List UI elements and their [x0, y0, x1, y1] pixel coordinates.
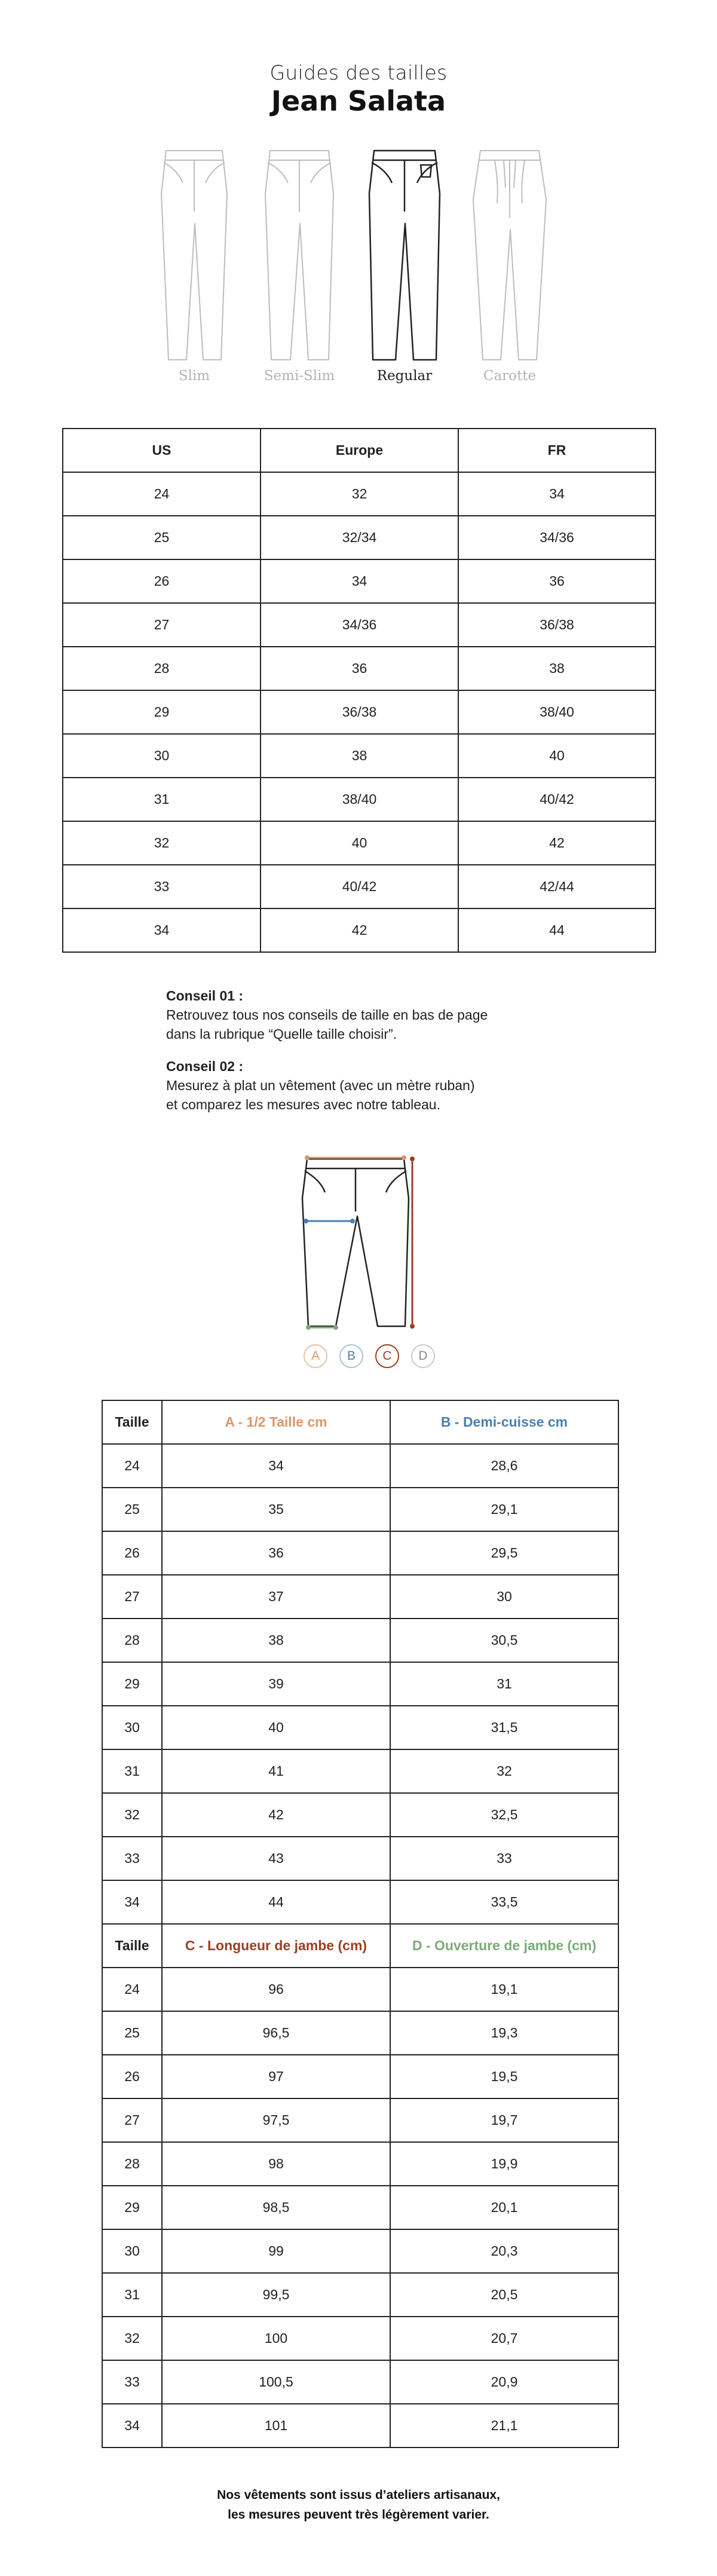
measure-d-badge: D	[411, 1344, 435, 1368]
cell-measure-a: 42	[162, 1793, 390, 1837]
table-row	[102, 2404, 618, 2447]
table-row	[63, 778, 655, 821]
cell-fr: 42/44	[458, 865, 655, 908]
cell-measure-c: 97	[162, 2055, 390, 2098]
table-row	[102, 1880, 618, 1924]
cell-taille: 32	[102, 2317, 162, 2360]
measure-a-badge: A	[304, 1344, 327, 1368]
table-row	[102, 1837, 618, 1880]
cell-measure-c: 99	[162, 2229, 390, 2273]
cell-measure-d: 19,1	[390, 1968, 618, 2011]
cell-taille: 28	[102, 2142, 162, 2186]
fit-option-regular[interactable]	[354, 146, 455, 384]
cell-measure-b: 33	[390, 1837, 618, 1880]
table-row	[102, 2055, 618, 2098]
table-row	[102, 1749, 618, 1793]
table-row	[102, 1619, 618, 1662]
cell-measure-d: 19,3	[390, 2011, 618, 2055]
table-row	[102, 1575, 618, 1619]
table-row	[102, 2186, 618, 2229]
cell-europe: 32	[261, 472, 458, 516]
measure-c-badge: C	[375, 1344, 399, 1368]
measurement-diagram	[287, 1145, 442, 1372]
cell-europe: 40/42	[261, 865, 458, 908]
cell-europe: 42	[261, 908, 458, 952]
fit-label-regular: Regular	[376, 368, 433, 384]
cell-us: 34	[63, 908, 261, 952]
column-header-europe: Europe	[261, 429, 458, 472]
cell-measure-d: 19,9	[390, 2142, 618, 2186]
cell-measure-b: 31,5	[390, 1706, 618, 1749]
cell-fr: 36/38	[458, 603, 655, 647]
cell-measure-d: 19,5	[390, 2055, 618, 2098]
carotte-jeans-icon	[471, 146, 549, 361]
cell-europe: 38	[261, 734, 458, 778]
cell-measure-d: 21,1	[390, 2404, 618, 2447]
cell-measure-a: 39	[162, 1662, 390, 1706]
table-row	[63, 690, 655, 734]
cell-taille: 33	[102, 2360, 162, 2404]
cell-measure-b: 29,1	[390, 1488, 618, 1531]
cell-us: 24	[63, 472, 261, 516]
column-header-fr: FR	[458, 429, 655, 472]
table-row	[102, 2142, 618, 2186]
cell-taille: 31	[102, 1749, 162, 1793]
fit-option-slim[interactable]	[143, 146, 245, 384]
cell-fr: 34/36	[458, 516, 655, 559]
cell-taille: 29	[102, 2186, 162, 2229]
cell-measure-a: 43	[162, 1837, 390, 1880]
regular-jeans-icon	[366, 146, 443, 361]
table-row	[102, 1488, 618, 1531]
table-row	[102, 1662, 618, 1706]
cell-measure-b: 31	[390, 1662, 618, 1706]
cell-us: 29	[63, 690, 261, 734]
measurement-jeans-icon	[287, 1145, 442, 1342]
size-conversion-table	[62, 428, 656, 953]
tip-2-line: Mesurez à plat un vêtement (avec un mètre ruban)	[166, 1078, 475, 1093]
cell-measure-d: 20,5	[390, 2273, 618, 2317]
table-row	[102, 1793, 618, 1837]
tip-2-title: Conseil 02 :	[166, 1058, 244, 1074]
cell-fr: 40	[458, 734, 655, 778]
column-header-taille: Taille	[102, 1400, 162, 1444]
column-header-us: US	[63, 429, 261, 472]
cell-europe: 32/34	[261, 516, 458, 559]
cell-measure-a: 41	[162, 1749, 390, 1793]
cell-taille: 29	[102, 1662, 162, 1706]
cell-measure-d: 20,3	[390, 2229, 618, 2273]
cell-measure-b: 29,5	[390, 1531, 618, 1575]
tip-1-line: dans la rubrique “Quelle taille choisir”.	[166, 1026, 397, 1042]
cell-taille: 27	[102, 1575, 162, 1619]
cell-measure-c: 99,5	[162, 2273, 390, 2317]
cell-fr: 36	[458, 559, 655, 603]
table-row	[102, 2317, 618, 2360]
table-row	[102, 1531, 618, 1575]
table-row	[63, 472, 655, 516]
cell-measure-b: 32,5	[390, 1793, 618, 1837]
cell-fr: 34	[458, 472, 655, 516]
cell-measure-d: 20,9	[390, 2360, 618, 2404]
cell-taille: 26	[102, 2055, 162, 2098]
sizing-tips	[166, 986, 572, 1114]
cell-measure-c: 97,5	[162, 2098, 390, 2142]
product-name: Jean Salata	[271, 85, 446, 117]
cell-europe: 36/38	[261, 690, 458, 734]
fit-option-semi-slim[interactable]	[249, 146, 350, 384]
table-row	[63, 559, 655, 603]
cell-taille: 27	[102, 2098, 162, 2142]
cell-fr: 38	[458, 647, 655, 690]
cell-measure-c: 96	[162, 1968, 390, 2011]
footer-line: Nos vêtements sont issus d’ateliers artisanaux,	[217, 2488, 500, 2502]
cell-measure-a: 44	[162, 1880, 390, 1924]
cell-measure-b: 30,5	[390, 1619, 618, 1662]
cell-taille: 25	[102, 1488, 162, 1531]
table-header-row	[63, 429, 655, 472]
cell-measure-b: 28,6	[390, 1444, 618, 1488]
cell-europe: 36	[261, 647, 458, 690]
table-row	[63, 865, 655, 908]
cell-us: 27	[63, 603, 261, 647]
cell-europe: 34	[261, 559, 458, 603]
cell-taille: 31	[102, 2273, 162, 2317]
table-row	[63, 603, 655, 647]
cell-measure-d: 20,1	[390, 2186, 618, 2229]
cell-measure-a: 34	[162, 1444, 390, 1488]
column-header-taille: Taille	[102, 1924, 162, 1968]
cell-us: 31	[63, 778, 261, 821]
cell-taille: 28	[102, 1619, 162, 1662]
tip-2-line: et comparez les mesures avec notre tableau.	[166, 1097, 440, 1112]
cell-measure-a: 40	[162, 1706, 390, 1749]
cell-measure-c: 101	[162, 2404, 390, 2447]
cell-taille: 34	[102, 2404, 162, 2447]
cell-taille: 26	[102, 1531, 162, 1575]
table-row	[63, 821, 655, 865]
cell-measure-c: 98,5	[162, 2186, 390, 2229]
cell-measure-a: 38	[162, 1619, 390, 1662]
cell-measure-b: 33,5	[390, 1880, 618, 1924]
cell-measure-d: 19,7	[390, 2098, 618, 2142]
table-row	[63, 647, 655, 690]
cell-us: 33	[63, 865, 261, 908]
cell-fr: 38/40	[458, 690, 655, 734]
page-title: Guides des tailles	[269, 61, 448, 84]
table-row	[102, 2011, 618, 2055]
table-row	[102, 1444, 618, 1488]
cell-us: 32	[63, 821, 261, 865]
fit-label-semi-slim: Semi-Slim	[263, 368, 335, 384]
cell-taille: 24	[102, 1444, 162, 1488]
table-row	[102, 2273, 618, 2317]
cell-measure-d: 20,7	[390, 2317, 618, 2360]
cell-taille: 32	[102, 1793, 162, 1837]
cell-measure-c: 100	[162, 2317, 390, 2360]
tip-1-line: Retrouvez tous nos conseils de taille en bas de page	[166, 1007, 488, 1023]
column-header-a: A - 1/2 Taille cm	[162, 1400, 390, 1444]
cell-us: 25	[63, 516, 261, 559]
measurement-table	[102, 1400, 619, 2448]
cell-measure-b: 30	[390, 1575, 618, 1619]
column-header-d: D - Ouverture de jambe (cm)	[390, 1924, 618, 1968]
table-row	[102, 1706, 618, 1749]
tip-1-title: Conseil 01 :	[166, 988, 244, 1004]
cell-europe: 38/40	[261, 778, 458, 821]
table-row	[102, 2098, 618, 2142]
cell-us: 28	[63, 647, 261, 690]
cell-fr: 44	[458, 908, 655, 952]
semi-slim-jeans-icon	[261, 146, 338, 361]
cell-taille: 33	[102, 1837, 162, 1880]
fit-label-carotte: Carotte	[483, 368, 537, 384]
footer-line: les mesures peuvent très légèrement varier.	[228, 2508, 489, 2522]
cell-measure-a: 37	[162, 1575, 390, 1619]
cell-fr: 40/42	[458, 778, 655, 821]
cell-measure-c: 98	[162, 2142, 390, 2186]
cell-measure-a: 36	[162, 1531, 390, 1575]
cell-measure-c: 96,5	[162, 2011, 390, 2055]
table-row	[63, 734, 655, 778]
cell-measure-a: 35	[162, 1488, 390, 1531]
slim-jeans-icon	[155, 146, 233, 361]
footer-note	[0, 2485, 717, 2525]
cell-us: 26	[63, 559, 261, 603]
cell-taille: 30	[102, 1706, 162, 1749]
cell-europe: 34/36	[261, 603, 458, 647]
cell-fr: 42	[458, 821, 655, 865]
table-row	[63, 908, 655, 952]
measurement-header-row	[102, 1924, 618, 1968]
cell-taille: 25	[102, 2011, 162, 2055]
cell-us: 30	[63, 734, 261, 778]
table-row	[63, 516, 655, 559]
column-header-b: B - Demi-cuisse cm	[390, 1400, 618, 1444]
measurement-header-row	[102, 1400, 618, 1444]
table-row	[102, 2229, 618, 2273]
cell-taille: 30	[102, 2229, 162, 2273]
fit-option-carotte[interactable]	[459, 146, 560, 384]
fit-selector	[143, 146, 574, 397]
cell-taille: 24	[102, 1968, 162, 2011]
table-row	[102, 1968, 618, 2011]
cell-measure-c: 100,5	[162, 2360, 390, 2404]
cell-europe: 40	[261, 821, 458, 865]
cell-taille: 34	[102, 1880, 162, 1924]
fit-label-slim: Slim	[178, 368, 210, 384]
table-row	[102, 2360, 618, 2404]
column-header-c: C - Longueur de jambe (cm)	[162, 1924, 390, 1968]
measure-b-badge: B	[339, 1344, 363, 1368]
cell-measure-b: 32	[390, 1749, 618, 1793]
